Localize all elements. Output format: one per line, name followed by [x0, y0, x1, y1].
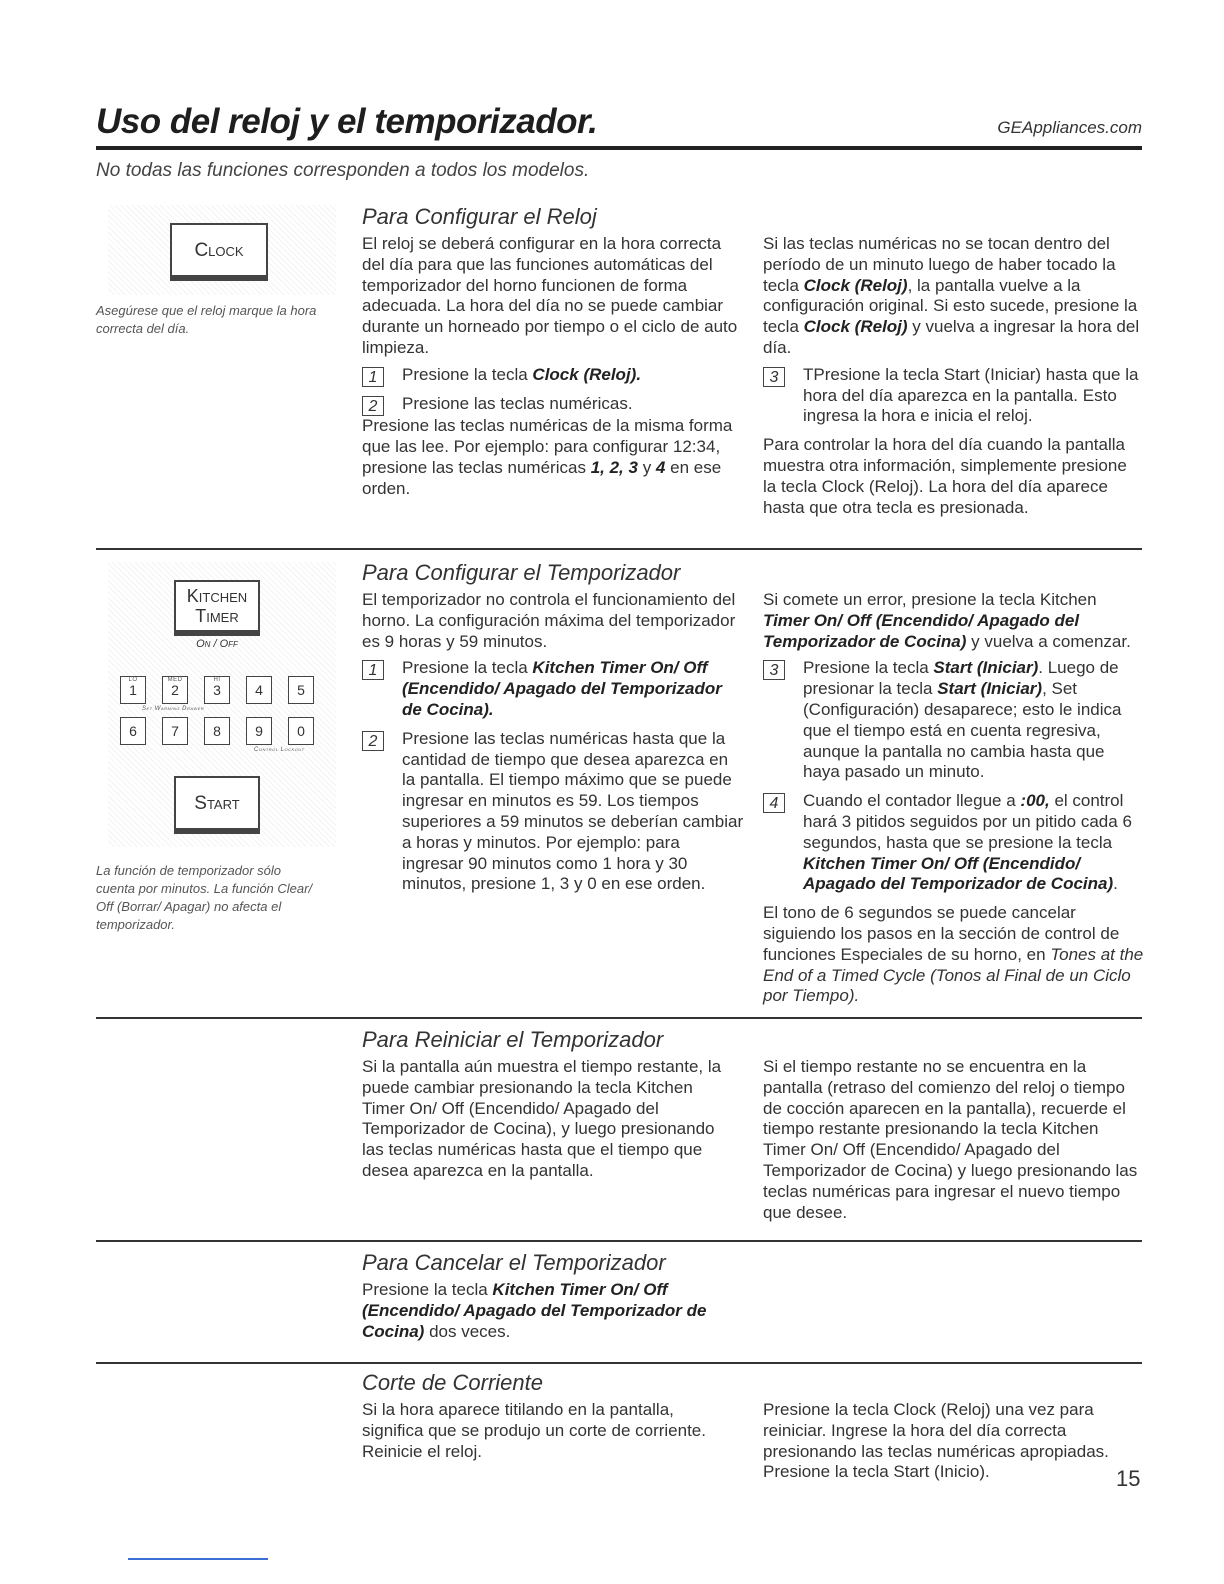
text: dos veces.	[429, 1321, 511, 1341]
key-name: Timer On/ Off (Encendido/ Apagado del Temporizador de Cocina)	[763, 610, 1080, 651]
reloj-right-p1	[763, 234, 1143, 359]
num-key-5-label: 5	[297, 682, 305, 698]
text: . Luego de presionar la tecla	[803, 658, 1119, 699]
corte-right-column	[763, 1400, 1145, 1489]
control-lockout-label: Control Lockout	[254, 747, 305, 753]
text: el control hará 3 pitidos seguidos por un pitido cada 6 segundos, hasta que se presione la tecla	[803, 791, 1132, 852]
step-number: 1	[362, 660, 384, 680]
temporizador-step-1	[362, 658, 744, 720]
num-key-8	[204, 717, 230, 745]
step-key-name: Clock (Reloj).	[532, 364, 642, 384]
temporizador-left-column	[362, 590, 744, 903]
reiniciar-left-text: Si la pantalla aún muestra el tiempo restante, la puede cambiar presionando la tecla Kitchen Timer On/ Off (Encendido/ Apagado del Temporizador de Cocina), y luego presionando las teclas numéricas hasta que el tiempo que desea aparezca en la pantalla.	[362, 1057, 722, 1180]
num-key-5	[288, 676, 314, 704]
step-number: 4	[763, 793, 785, 813]
key-name: Start (Iniciar)	[933, 658, 1039, 678]
reiniciar-right-text: Si el tiempo restante no se encuentra en la pantalla (retraso del comienzo del reloj o tiempo de cocción aparecen en la pantalla), recuerde el tiempo restante presionando la tecla Kitchen Timer On/ Off (Encendido/ Apagado del Temporizador de Cocina) y luego presionando las teclas numéricas para ingresar el nuevo tiempo que desee.	[763, 1057, 1138, 1222]
num-key-1-label: 1	[129, 682, 137, 698]
num-key-3	[204, 676, 230, 704]
text: , Set (Configuración) desaparece; esto le indica que el tiempo está en cuenta regresiva, aunque la pantalla no cambia hasta que haya pasado un minuto.	[803, 679, 1122, 782]
section-divider	[96, 1240, 1142, 1242]
reloj-right-p2: Para controlar la hora del día cuando la pantalla muestra otra información, simplemente presione la tecla Clock (Reloj). La hora del día aparece hasta que otra tecla es presionada.	[763, 435, 1127, 517]
text: y vuelva a ingresar la hora del día.	[763, 317, 1140, 357]
italic-text: Tones at the End of a Timed Cycle (Tonos al Final de un Ciclo por Tiempo).	[763, 944, 1144, 1006]
website-link[interactable]: GEAppliances.com	[997, 118, 1142, 137]
start-key	[174, 776, 260, 834]
reiniciar-right-column	[763, 1057, 1145, 1229]
num-key-3-top: HI	[213, 677, 221, 683]
num-key-2	[162, 676, 188, 704]
detail-y: y	[642, 457, 652, 477]
num-key-1-top: LO	[128, 677, 138, 683]
corte-left-text: Si la hora aparece titilando en la pantalla, significa que se produjo un corte de corriente. Reinicie el reloj.	[362, 1400, 706, 1461]
key-name: Clock (Reloj)	[803, 317, 908, 337]
section-title-temporizador: Para Configurar el Temporizador	[362, 560, 681, 585]
step-text: Presione las teclas numéricas hasta que la cantidad de tiempo que desea aparezca en la pantalla. El tiempo máximo que se puede ingresar en minutos es 59. Los tiempos superiores a 59 minutos se deberían cambiar a horas y minutos. Por ejemplo: para ingresar 90 minutos como 1 hora y 30 minutos, presione 1, 3 y 0 en ese orden.	[402, 728, 744, 894]
text: Cuando el contador llegue a	[803, 791, 1016, 811]
step-text: Presione la tecla	[402, 364, 528, 384]
key-name: Clock (Reloj)	[803, 275, 908, 295]
page-number: 15	[1116, 1466, 1141, 1491]
num-key-7	[162, 717, 188, 745]
section-divider	[96, 1362, 1142, 1364]
num-key-1	[120, 676, 146, 704]
step-text: TPresione la tecla Start (Iniciar) hasta que la hora del día aparezca en la pantalla. Esto ingresa la hora e inicia el reloj.	[803, 364, 1139, 426]
bottom-link-bar	[128, 1558, 268, 1560]
step-key-name: Kitchen Timer On/ Off (Encendido/ Apagado del Temporizador de Cocina).	[402, 658, 722, 719]
detail-text: Presione las teclas numéricas de la misma forma que las lee. Por ejemplo: para configurar 12:34, presione las teclas numéricas	[362, 416, 733, 477]
text: .	[1113, 874, 1118, 894]
key-name: :00,	[1020, 791, 1050, 811]
section-title-cancelar: Para Cancelar el Temporizador	[362, 1250, 666, 1275]
cancelar-column	[362, 1280, 737, 1348]
clock-key	[170, 223, 268, 281]
num-key-2-top: MED	[167, 677, 183, 683]
num-key-7-label: 7	[171, 723, 179, 739]
num-key-6-label: 6	[129, 723, 137, 739]
num-key-0-label: 0	[297, 723, 305, 739]
step-number: 1	[362, 367, 384, 387]
clock-key-label: Clock	[194, 240, 244, 261]
reiniciar-left-column	[362, 1057, 737, 1188]
key-name: Kitchen Timer On/ Off (Encendido/ Apagado del Temporizador de Cocina)	[362, 1280, 707, 1341]
key-name: Start (Iniciar)	[937, 679, 1043, 699]
warming-drawer-label: Set Warming Drawer	[142, 706, 205, 712]
step-number: 2	[362, 396, 384, 416]
start-key-label: Start	[194, 793, 240, 814]
timer-caption: La función de temporizador sólo cuenta por minutos. La función Clear/ Off (Borrar/ Apagar) no afecta el temporizador.	[96, 863, 313, 932]
reloj-step-2-detail	[362, 416, 742, 499]
step-number: 2	[362, 731, 384, 751]
section-title-reloj: Para Configurar el Reloj	[362, 204, 597, 229]
reloj-step-3	[763, 365, 1143, 427]
num-key-4	[246, 676, 272, 704]
clock-panel-illustration	[108, 205, 336, 295]
corte-left-column	[362, 1400, 737, 1468]
text: El tono de 6 segundos se puede cancelar siguiendo los pasos en la sección de control de funciones Especiales de su horno, en	[763, 903, 1120, 964]
reloj-intro: El reloj se deberá configurar en la hora correcta del día para que las funciones automáticas del temporizador del horno funcionen de forma adecuada. La hora del día no se puede cambiar durante un horneado por tiempo o el ciclo de auto limpieza.	[362, 234, 738, 357]
temporizador-step-4	[763, 791, 1145, 895]
text: Si comete un error, presione la tecla Kitchen	[763, 590, 1097, 609]
section-divider	[96, 1017, 1142, 1019]
timer-label: Timer	[195, 606, 239, 626]
detail-bold-2: 4	[655, 457, 666, 477]
num-key-0	[288, 717, 314, 745]
text: , la pantalla vuelve a la configuración original. Si esto sucede, presione la tecla	[763, 275, 1138, 337]
num-key-2-label: 2	[171, 682, 179, 698]
key-name: Kitchen Timer On/ Off (Encendido/ Apagado del Temporizador de Cocina)	[803, 853, 1114, 894]
temporizador-step-3	[763, 658, 1145, 783]
detail-end: en ese orden.	[362, 457, 722, 498]
reloj-step-1	[362, 365, 742, 386]
temporizador-right-p1	[763, 590, 1145, 652]
onoff-label: On / Off	[196, 638, 238, 650]
step-text: Presione las teclas numéricas.	[402, 393, 633, 413]
temporizador-right-p2	[763, 903, 1145, 1007]
num-key-8-label: 8	[213, 723, 221, 739]
step-number: 3	[763, 660, 785, 680]
text: y vuelva a comenzar.	[971, 631, 1131, 651]
kitchen-label: Kitchen	[186, 586, 248, 606]
clock-caption: Asegúrese que el reloj marque la hora correcta del día.	[96, 303, 317, 336]
section-divider	[96, 548, 1142, 550]
temporizador-step-2	[362, 729, 744, 895]
num-key-9	[246, 717, 272, 745]
page-title: Uso del reloj y el temporizador.	[96, 102, 598, 141]
detail-bold: 1, 2, 3	[590, 457, 638, 477]
temporizador-right-column	[763, 590, 1145, 1013]
temporizador-intro: El temporizador no controla el funcionamiento del horno. La configuración máxima del temporizador es 9 horas y 59 minutos.	[362, 590, 736, 651]
cancelar-text	[362, 1280, 737, 1342]
reloj-step-2	[362, 394, 742, 415]
reloj-left-column	[362, 234, 742, 506]
step-text: Presione la tecla	[402, 658, 528, 678]
header-rule	[96, 146, 1142, 150]
num-key-4-label: 4	[255, 682, 263, 698]
num-key-3-label: 3	[213, 682, 221, 698]
section-title-corte: Corte de Corriente	[362, 1370, 543, 1395]
section-title-reiniciar: Para Reiniciar el Temporizador	[362, 1027, 664, 1052]
num-key-6	[120, 717, 146, 745]
step-number: 3	[763, 367, 785, 387]
corte-right-text: Presione la tecla Clock (Reloj) una vez para reiniciar. Ingrese la hora del día correcta presionando las teclas numéricas apropiadas. Presione la tecla Start (Inicio).	[763, 1400, 1109, 1482]
timer-panel-illustration	[108, 562, 336, 847]
text: Presione la tecla	[803, 658, 929, 678]
num-key-9-label: 9	[255, 723, 263, 739]
text: Si las teclas numéricas no se tocan dentro del período de un minuto luego de haber tocado la tecla	[763, 234, 1116, 295]
reloj-right-column	[763, 234, 1143, 524]
page-subtitle: No todas las funciones corresponden a todos los modelos.	[96, 160, 590, 181]
kitchen-timer-key	[174, 580, 260, 636]
text: Presione la tecla	[362, 1280, 488, 1299]
